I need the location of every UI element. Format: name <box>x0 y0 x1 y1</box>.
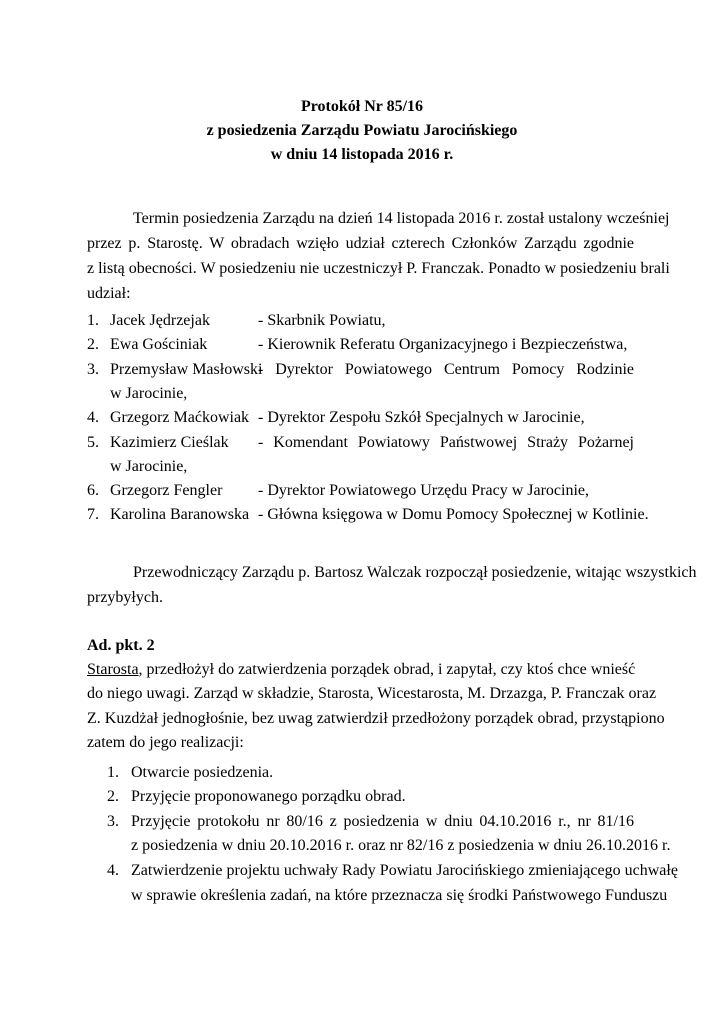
opening-line: Przewodniczący Zarządu p. Bartosz Walczak rozpoczął posiedzenie, witając wszystkich <box>133 564 697 581</box>
attendee-role: - Kierownik Referatu Organizacyjnego i Bezpieczeństwa, <box>258 336 628 353</box>
attendee-name: Jacek Jędrzejak <box>110 312 210 329</box>
list-number: 1. <box>107 764 119 781</box>
attendee-name: Ewa Gościniak <box>110 336 208 353</box>
section-line-text: , przedłożył do zatwierdzenia porządek obrad, i zapytał, czy ktoś chce wnieść <box>138 661 636 678</box>
agenda-item: Przyjęcie proponowanego porządku obrad. <box>131 788 406 805</box>
list-number: 1. <box>87 312 99 329</box>
section-line: Z. Kuzdżał jednogłośnie, bez uwag zatwierdził przedłożony porządek obrad, przystąpiono <box>87 710 665 727</box>
agenda-item-continued: w sprawie określenia zadań, na które przeznacza się środki Państwowego Funduszu <box>131 887 668 904</box>
section-heading: Ad. pkt. 2 <box>87 637 155 654</box>
attendee-role-continued: w Jarocinie, <box>110 458 188 475</box>
agenda-item: Zatwierdzenie projektu uchwały Rady Powiatu Jarocińskiego zmieniającego uchwałę <box>131 862 678 879</box>
intro-line: przez p. Starostę. W obradach wzięło udział czterech Członków Zarządu zgodnie <box>87 235 634 252</box>
attendee-role: - Dyrektor Powiatowego Urzędu Pracy w Jarocinie, <box>258 482 590 499</box>
list-number: 2. <box>87 336 99 353</box>
attendee-role-continued: w Jarocinie, <box>110 385 188 402</box>
list-number: 6. <box>87 482 99 499</box>
intro-line: udział: <box>87 285 131 302</box>
attendee-name: Grzegorz Maćkowiak <box>110 409 250 426</box>
intro-line: Termin posiedzenia Zarządu na dzień 14 listopada 2016 r. został ustalony wcześniej <box>133 210 670 227</box>
document-title: Protokół Nr 85/16 <box>300 98 424 115</box>
attendee-name: Karolina Baranowska <box>110 506 250 523</box>
document-date: w dniu 14 listopada 2016 r. <box>270 146 454 163</box>
list-number: 5. <box>87 434 99 451</box>
attendee-role: - Główna księgowa w Domu Pomocy Społecznej w Kotlinie. <box>258 506 649 523</box>
section-line: do niego uwagi. Zarząd w składzie, Starosta, Wicestarosta, M. Drzazga, P. Franczak oraz <box>87 685 657 702</box>
list-number: 7. <box>87 506 99 523</box>
list-number: 3. <box>107 813 119 830</box>
agenda-item: Przyjęcie protokołu nr 80/16 z posiedzenia w dniu 04.10.2016 r., nr 81/16 <box>131 813 634 830</box>
opening-line: przybyłych. <box>87 589 163 606</box>
section-line: zatem do jego realizacji: <box>87 734 244 751</box>
attendee-role: - Dyrektor Powiatowego Centrum Pomocy Rodzinie <box>258 361 634 378</box>
attendee-name: Przemysław Masłowski <box>110 361 263 378</box>
attendee-name: Kazimierz Cieślak <box>110 434 229 451</box>
agenda-item: Otwarcie posiedzenia. <box>131 764 274 781</box>
agenda-item-continued: z posiedzenia w dniu 20.10.2016 r. oraz nr 82/16 z posiedzenia w dniu 26.10.2016 r. <box>131 837 671 854</box>
list-number: 4. <box>87 409 99 426</box>
attendee-role: - Skarbnik Powiatu, <box>258 312 386 329</box>
section-line <box>87 658 634 682</box>
list-number: 2. <box>107 788 119 805</box>
document-subtitle: z posiedzenia Zarządu Powiatu Jarocińskiego <box>206 122 518 139</box>
list-number: 3. <box>87 361 99 378</box>
attendee-role: - Dyrektor Zespołu Szkół Specjalnych w Jarocinie, <box>258 409 585 426</box>
list-number: 4. <box>107 862 119 879</box>
starosta-underlined: Starosta <box>87 661 139 678</box>
attendee-role: - Komendant Powiatowy Państwowej Straży Pożarnej <box>258 434 634 451</box>
attendee-name: Grzegorz Fengler <box>110 482 223 499</box>
intro-line: z listą obecności. W posiedzeniu nie uczestniczył P. Franczak. Ponadto w posiedzeniu brali <box>87 260 670 277</box>
